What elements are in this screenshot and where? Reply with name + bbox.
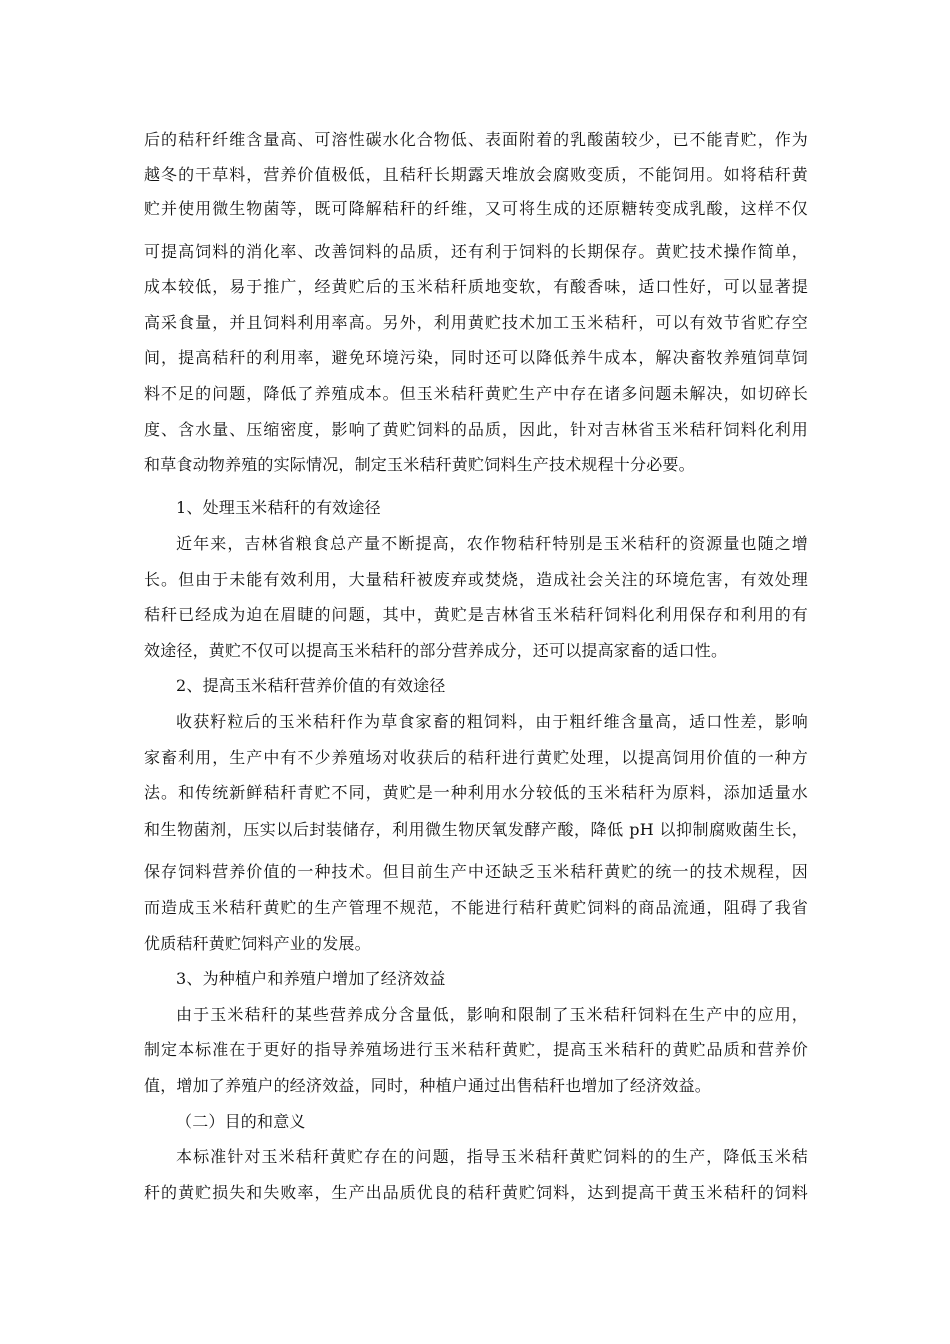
paragraph-line: 后的秸秆纤维含量高、可溶性碳水化合物低、表面附着的乳酸菌较少，已不能青贮，作为 bbox=[144, 130, 808, 149]
paragraph-line: 和草食动物养殖的实际情况，制定玉米秸秆黄贮饲料生产技术规程十分必要。 bbox=[144, 455, 695, 474]
section-heading-1: 1、处理玉米秸秆的有效途径 bbox=[176, 498, 381, 517]
section-heading-purpose: （二）目的和意义 bbox=[176, 1112, 306, 1131]
paragraph-line: 可提高饲料的消化率、改善饲料的品质，还有利于饲料的长期保存。黄贮技术操作简单， bbox=[144, 242, 808, 261]
section-heading-2: 2、提高玉米秸秆营养价值的有效途径 bbox=[176, 676, 446, 695]
paragraph-line: 保存饲料营养价值的一种技术。但目前生产中还缺乏玉米秸秆黄贮的统一的技术规程，因 bbox=[144, 862, 808, 881]
paragraph-line: 料不足的问题，降低了养殖成本。但玉米秸秆黄贮生产中存在诸多问题未解决，如切碎长 bbox=[144, 384, 808, 403]
paragraph-line: 家畜利用，生产中有不少养殖场对收获后的秸秆进行黄贮处理，以提高饲用价值的一种方 bbox=[144, 748, 808, 767]
paragraph-line: 而造成玉米秸秆黄贮的生产管理不规范，不能进行秸秆黄贮饲料的商品流通，阻碍了我省 bbox=[144, 898, 808, 917]
section-heading-3: 3、为种植户和养殖户增加了经济效益 bbox=[176, 969, 446, 988]
paragraph-line: 越冬的干草料，营养价值极低，且秸秆长期露天堆放会腐败变质，不能饲用。如将秸秆黄 bbox=[144, 165, 808, 184]
paragraph-line: 由于玉米秸秆的某些营养成分含量低，影响和限制了玉米秸秆饲料在生产中的应用， bbox=[176, 1005, 808, 1024]
paragraph-line: 近年来，吉林省粮食总产量不断提高，农作物秸秆特别是玉米秸秆的资源量也随之增 bbox=[176, 534, 808, 553]
paragraph-line: 高采食量，并且饲料利用率高。另外，利用黄贮技术加工玉米秸秆，可以有效节省贮存空 bbox=[144, 313, 808, 332]
paragraph-line: 收获籽粒后的玉米秸秆作为草食家畜的粗饲料，由于粗纤维含量高，适口性差，影响 bbox=[176, 712, 808, 731]
paragraph-line: 秆的黄贮损失和失败率，生产出品质优良的秸秆黄贮饲料，达到提高干黄玉米秸秆的饲料 bbox=[144, 1183, 808, 1202]
paragraph-line: 贮并使用微生物菌等，既可降解秸秆的纤维，又可将生成的还原糖转变成乳酸，这样不仅 bbox=[144, 199, 808, 218]
paragraph-line: 法。和传统新鲜秸秆青贮不同，黄贮是一种利用水分较低的玉米秸秆为原料，添加适量水 bbox=[144, 783, 808, 802]
paragraph-line: 间，提高秸秆的利用率，避免环境污染，同时还可以降低养牛成本，解决畜牧养殖饲草饲 bbox=[144, 348, 808, 367]
paragraph-line: 效途径，黄贮不仅可以提高玉米秸秆的部分营养成分，还可以提高家畜的适口性。 bbox=[144, 641, 728, 660]
paragraph-line: 优质秸秆黄贮饲料产业的发展。 bbox=[144, 934, 371, 953]
paragraph-line: 秸秆已经成为迫在眉睫的问题，其中，黄贮是吉林省玉米秸秆饲料化利用保存和利用的有 bbox=[144, 605, 808, 624]
paragraph-line: 长。但由于未能有效利用，大量秸秆被废弃或焚烧，造成社会关注的环境危害，有效处理 bbox=[144, 570, 808, 589]
paragraph-line: 成本较低，易于推广，经黄贮后的玉米秸秆质地变软，有酸香味，适口性好，可以显著提 bbox=[144, 277, 808, 296]
paragraph-line: 制定本标准在于更好的指导养殖场进行玉米秸秆黄贮，提高玉米秸秆的黄贮品质和营养价 bbox=[144, 1040, 808, 1059]
paragraph-line: 和生物菌剂，压实以后封装储存，利用微生物厌氧发酵产酸，降低 pH 以抑制腐败菌生长， bbox=[144, 820, 808, 839]
paragraph-line: 值，增加了养殖户的经济效益，同时，种植户通过出售秸秆也增加了经济效益。 bbox=[144, 1076, 712, 1095]
paragraph-line: 本标准针对玉米秸秆黄贮存在的问题，指导玉米秸秆黄贮饲料的的生产，降低玉米秸 bbox=[176, 1147, 808, 1166]
paragraph-line: 度、含水量、压缩密度，影响了黄贮饲料的品质，因此，针对吉林省玉米秸秆饲料化利用 bbox=[144, 420, 808, 439]
